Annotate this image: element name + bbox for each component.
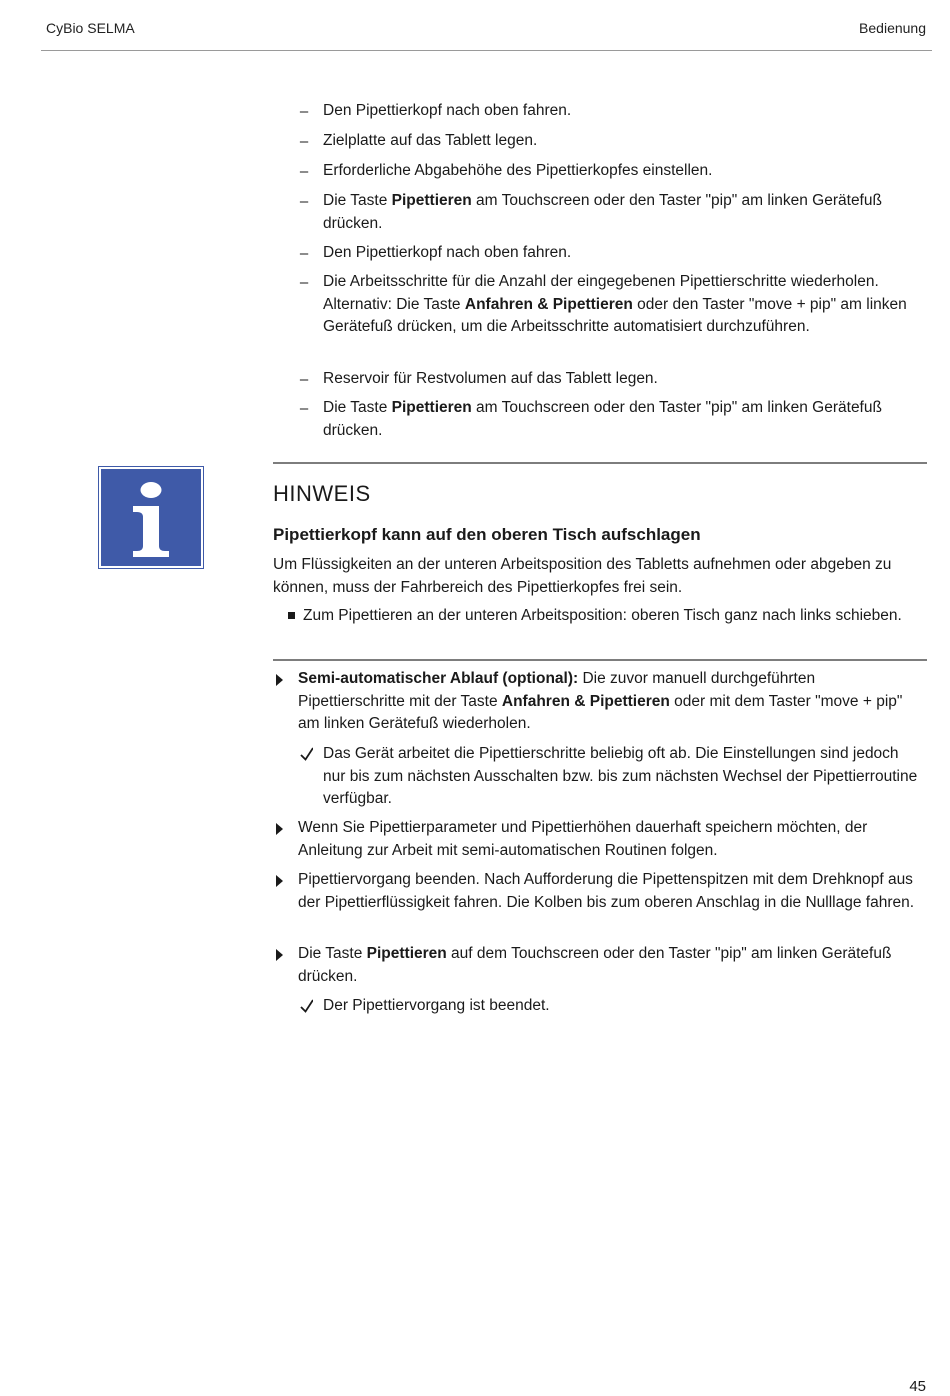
notice-bullet: Zum Pipettieren an der unteren Arbeitsposition: oberen Tisch ganz nach links schieben. bbox=[303, 607, 902, 624]
triangle-right-icon bbox=[273, 944, 287, 966]
dash-item-5: Den Pipettierkopf nach oben fahren. bbox=[323, 244, 572, 261]
header-divider bbox=[41, 50, 932, 51]
header-chapter-name: Bedienung bbox=[859, 20, 926, 36]
notice-label: HINWEIS bbox=[273, 481, 371, 506]
dash-bullet: – bbox=[299, 193, 309, 210]
dash-bullet: – bbox=[299, 400, 309, 417]
step-press-pipettieren: Die Taste Pipettieren auf dem Touchscreen oder den Taster "pip" am linken Gerätefuß drücken. bbox=[298, 945, 892, 985]
dash-item-4: Die Taste Pipettieren am Touchscreen oder den Taster "pip" am linken Gerätefuß drücken. bbox=[323, 192, 882, 232]
dash-item-6: Die Arbeitsschritte für die Anzahl der eingegebenen Pipettierschritte wiederholen. Alternativ: Die Taste Anfahren & Pipettieren oder den Taster "move + pip" am linken Gerätefuß drücken, um die Arbeitsschritte automatisiert durchzuführen. bbox=[323, 273, 907, 335]
notice-title: Pipettierkopf kann auf den oberen Tisch aufschlagen bbox=[273, 525, 701, 544]
header-product-name: CyBio SELMA bbox=[46, 20, 135, 36]
triangle-right-icon bbox=[273, 870, 287, 892]
notice-bottom-rule bbox=[273, 659, 927, 661]
step-save-parameters: Wenn Sie Pipettierparameter und Pipettierhöhen dauerhaft speichern möchten, der Anleitung zur Arbeit mit semi-automatischen Routinen folgen. bbox=[298, 819, 868, 859]
info-icon bbox=[99, 467, 203, 568]
triangle-right-icon bbox=[273, 818, 287, 840]
triangle-right-icon bbox=[273, 669, 287, 691]
page-number: 45 bbox=[909, 1378, 926, 1395]
dash-bullet: – bbox=[299, 371, 309, 388]
dash-bullet: – bbox=[299, 245, 309, 262]
dash-item-8: Die Taste Pipettieren am Touchscreen oder den Taster "pip" am linken Gerätefuß drücken. bbox=[323, 399, 882, 439]
dash-bullet: – bbox=[299, 163, 309, 180]
dash-bullet: – bbox=[299, 133, 309, 150]
notice-top-rule bbox=[273, 462, 927, 464]
dash-item-7: Reservoir für Restvolumen auf das Tablett legen. bbox=[323, 370, 658, 387]
dash-item-3: Erforderliche Abgabehöhe des Pipettierkopfes einstellen. bbox=[323, 162, 713, 179]
step-semi-automatic: Semi-automatischer Ablauf (optional): Die zuvor manuell durchgeführten Pipettierschritte mit der Taste Anfahren & Pipettieren oder mit dem Taster "move + pip" am linken Gerätefuß wiederholen. bbox=[298, 670, 903, 732]
dash-bullet: – bbox=[299, 274, 309, 291]
step-result-repeat: Das Gerät arbeitet die Pipettierschritte beliebig oft ab. Die Einstellungen sind jedoch nur bis zum nächsten Ausschalten bzw. bis zum nächsten Wechsel der Pipettierroutine verfügbar. bbox=[323, 745, 918, 807]
dash-bullet: – bbox=[299, 103, 309, 120]
notice-text: Um Flüssigkeiten an der unteren Arbeitsposition des Tabletts aufnehmen oder abgeben zu können, muss der Fahrbereich des Pipettierkopfes frei sein. bbox=[273, 556, 892, 596]
dash-item-2: Zielplatte auf das Tablett legen. bbox=[323, 132, 538, 149]
square-bullet-icon bbox=[286, 605, 300, 627]
checkmark-icon bbox=[299, 743, 313, 765]
step-finish-pipetting: Pipettiervorgang beenden. Nach Aufforderung die Pipettenspitzen mit dem Drehknopf aus der Pipettierflüssigkeit fahren. Die Kolben bis zum oberen Anschlag in die Nulllage fahren. bbox=[298, 871, 915, 911]
step-result-finished: Der Pipettiervorgang ist beendet. bbox=[323, 997, 550, 1014]
dash-item-1: Den Pipettierkopf nach oben fahren. bbox=[323, 102, 572, 119]
checkmark-icon bbox=[299, 995, 313, 1017]
